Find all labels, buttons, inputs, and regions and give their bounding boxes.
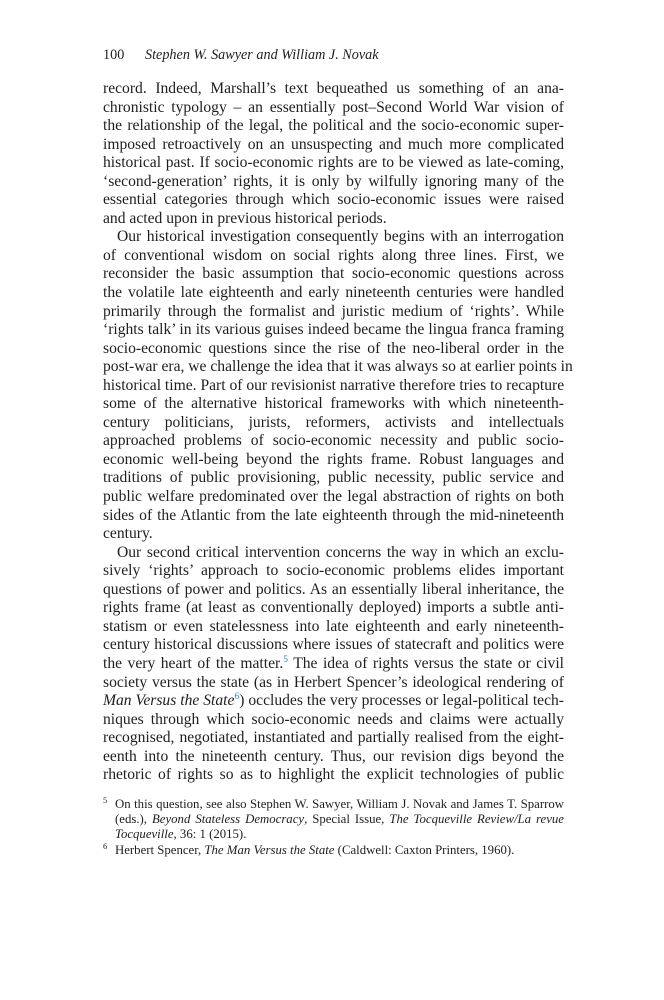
book-title-italic: The Man Versus the State xyxy=(204,842,335,857)
page-number: 100 xyxy=(103,47,125,63)
text-line: public welfare predominated over the legal abstraction of rights on both xyxy=(103,488,564,506)
journal-title-italic: The Tocqueville Review/La revue xyxy=(389,812,564,827)
text-line: Our historical investigation consequently begins with an interrogation xyxy=(117,228,564,246)
running-head-authors: Stephen W. Sawyer and William J. Novak xyxy=(145,47,379,63)
journal-title-italic: Tocqueville xyxy=(115,827,174,842)
footnote-text: On this question, see also Stephen W. Sawyer, William J. Novak and James T. Sparrow xyxy=(115,797,564,811)
text-line: rights frame (at least as conventionally deployed) imports a subtle anti- xyxy=(103,599,564,617)
text-line: socio-economic questions since the rise of the neo-liberal order in the xyxy=(103,339,564,357)
footnote-5 xyxy=(103,797,564,843)
text-line: some of the alternative historical frameworks with which nineteenth- xyxy=(103,395,564,413)
text-line: century historical discussions where issues of statecraft and politics were xyxy=(103,636,564,654)
text-line: rhetoric of rights so as to highlight the explicit technologies of public xyxy=(103,766,564,784)
text-line: sides of the Atlantic from the late eighteenth through the mid-nineteenth xyxy=(103,506,564,524)
footnote-text: (Caldwell: Caxton Printers, 1960). xyxy=(334,842,515,857)
footnote-line xyxy=(103,812,564,827)
footnote-line: 6 Herbert Spencer, The Man Versus the State (Caldwell: Caxton Printers, 1960). xyxy=(103,840,515,857)
footnote-text: , 36: 1 (2015). xyxy=(173,827,247,842)
footnote-line xyxy=(103,827,564,842)
footnote-text: Herbert Spencer, xyxy=(115,842,205,857)
text-segment: the very heart of the matter. xyxy=(103,654,284,672)
text-line: niques through which socio-economic needs and claims were actually xyxy=(103,710,564,728)
book-title-italic: Man Versus the State xyxy=(103,692,235,710)
footnote-reference-6[interactable]: 6 xyxy=(234,692,240,703)
text-line: of conventional wisdom on social rights along three lines. First, we xyxy=(103,246,564,264)
text-line: chronistic typology – an essentially post–Second World War vision of xyxy=(103,98,564,116)
paragraph-1 xyxy=(103,80,564,228)
text-line: historical time. Part of our revisionist narrative therefore tries to recapture xyxy=(103,376,565,394)
text-line: approached problems of socio-economic necessity and public socio- xyxy=(103,432,564,450)
paragraph-2 xyxy=(103,228,573,543)
footnote-line: 5 On this question, see also Stephen W. Sawyer, William J. Novak and James T. Sparrow xyxy=(103,795,564,811)
text-line xyxy=(103,692,564,711)
text-line: society versus the state (as in Herbert Spencer’s ideological rendering of xyxy=(103,673,564,691)
text-line: century. xyxy=(103,525,153,543)
text-line: ‘rights talk’ in its various guises indeed became the lingua franca framing xyxy=(103,321,564,339)
text-line: the volatile late eighteenth and early nineteenth centuries were handled xyxy=(103,284,564,302)
text-line: post-war era, we challenge the idea that it was always so at earlier points in xyxy=(103,358,573,376)
text-line: statism or even statelessness into late eighteenth and early nineteenth- xyxy=(103,617,564,635)
text-line: imposed retroactively on an unsuspecting and much more complicated xyxy=(103,135,564,153)
book-title-italic: Beyond Stateless Democracy xyxy=(151,812,305,827)
text-segment: ) occludes the very processes or legal-political tech- xyxy=(239,692,564,710)
text-line: historical past. If socio-economic rights are to be viewed as late-coming, xyxy=(103,154,564,172)
text-line xyxy=(103,655,564,674)
text-line: sively ‘rights’ approach to socio-economic problems elides important xyxy=(103,562,564,580)
text-line: and acted upon in previous historical periods. xyxy=(103,209,387,227)
text-line: questions of power and politics. As an essentially liberal inheritance, the xyxy=(103,580,564,598)
text-line: reconsider the basic assumption that socio-economic questions across xyxy=(103,265,564,283)
footnote-text: , Special Issue, xyxy=(304,812,390,827)
text-line: primarily through the formalist and juristic medium of ‘rights’. While xyxy=(103,302,564,320)
text-line: traditions of public provisioning, public necessity, public service and xyxy=(103,469,564,487)
text-line: century politicians, jurists, reformers, activists and intellectuals xyxy=(103,413,564,431)
text-line: record. Indeed, Marshall’s text bequeathed us something of an ana- xyxy=(103,80,564,97)
text-segment: The idea of rights versus the state or civil xyxy=(288,654,564,672)
footnote-6 xyxy=(103,840,564,858)
text-line: essential categories through which socio-economic issues were raised xyxy=(103,191,564,209)
paragraph-3 xyxy=(103,544,564,785)
text-line: Our second critical intervention concerns the way in which an exclu- xyxy=(117,543,564,561)
text-line: eenth into the nineteenth century. Thus, our revision digs beyond the xyxy=(103,747,564,765)
footnotes xyxy=(103,797,564,858)
running-head xyxy=(103,45,563,65)
footnote-text: (eds.), xyxy=(115,812,152,827)
text-line: economic well-being beyond the rights frame. Robust languages and xyxy=(103,450,564,468)
text-line: recognised, negotiated, instantiated and partially realised from the eight- xyxy=(103,729,564,747)
footnote-reference-5[interactable]: 5 xyxy=(283,654,289,665)
body-text xyxy=(103,80,573,785)
text-line: the relationship of the legal, the political and the socio-economic super- xyxy=(103,117,564,135)
text-line: ‘second-generation’ rights, it is only by wilfully ignoring many of the xyxy=(103,172,564,190)
